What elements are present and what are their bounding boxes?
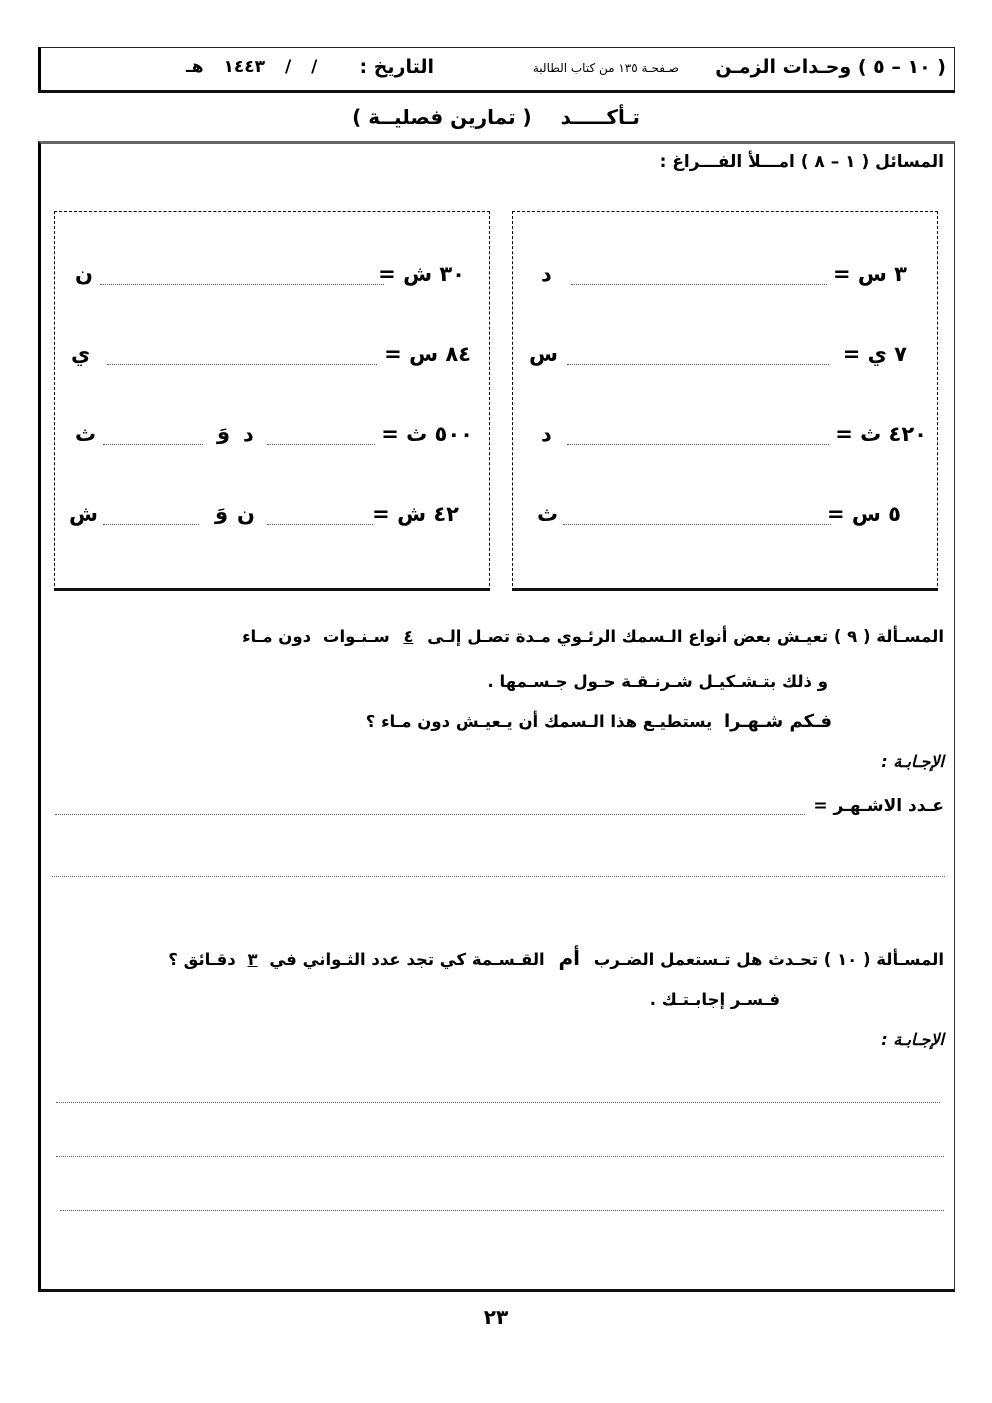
q10-answer-line-2[interactable] xyxy=(56,1156,944,1157)
equation-lhs: ٥٠٠ ث = xyxy=(381,422,473,446)
q9-text: دون مـاء xyxy=(242,627,312,646)
unit-label: د xyxy=(243,422,254,446)
q9-answer-line[interactable] xyxy=(52,876,945,877)
equation-row xyxy=(513,342,937,378)
answer-blank[interactable] xyxy=(563,524,831,525)
q10-or-word: أم xyxy=(558,946,580,970)
unit-label: ث xyxy=(537,502,559,526)
answer-blank[interactable] xyxy=(103,524,199,525)
lesson-title: ( ١٠ – ٥ ) وحـدات الزمـن xyxy=(715,56,946,78)
answer-blank[interactable] xyxy=(267,444,375,445)
equation-row xyxy=(55,502,489,538)
equation-row xyxy=(513,422,937,458)
equation-row xyxy=(55,422,489,458)
unit-label: ش xyxy=(69,502,98,526)
answer-blank[interactable] xyxy=(571,284,827,285)
q10-text: دقـائق ؟ xyxy=(168,950,236,969)
q9-line-1 xyxy=(242,627,944,646)
unit-label: ث xyxy=(75,422,97,446)
and-joiner: وَ xyxy=(215,500,229,524)
q10-text: المسـألة ( ١٠ ) تحـدث هل تـستعمل الضـرب xyxy=(593,950,944,969)
equation-row xyxy=(55,262,489,298)
q9-text: يستطيـع هذا الـسمك أن يـعيـش دون مـاء ؟ xyxy=(365,712,713,731)
q9-years-number: ٤ xyxy=(403,627,414,646)
textbook-reference: صـفحـة ١٣٥ من كتاب الطالبة xyxy=(532,61,679,75)
answer-blank[interactable] xyxy=(567,364,829,365)
q10-line-2: فـسـر إجابـتـك . xyxy=(649,990,780,1009)
equation-row xyxy=(513,502,937,538)
equation-lhs: ٤٢٠ ث = xyxy=(835,422,927,446)
q9-line-3 xyxy=(366,711,832,732)
unit-label: ن xyxy=(237,502,255,526)
months-count-label: عـدد الاشـهـر = xyxy=(813,796,944,816)
subtitle-paren: ( تمارين فصليــة ) xyxy=(352,105,532,129)
q9-years-word: سـنـوات xyxy=(322,627,390,646)
fill-box-right xyxy=(512,211,938,591)
equation-lhs: ٧ ي = xyxy=(842,342,907,366)
unit-label: ن xyxy=(75,262,93,286)
q10-answer-line-1[interactable] xyxy=(56,1102,940,1103)
q10-line-1 xyxy=(168,946,944,970)
equation-lhs: ٥ س = xyxy=(826,502,901,526)
date-label: التاريخ : xyxy=(359,56,434,78)
q10-answer-line-3[interactable] xyxy=(60,1210,944,1211)
equation-lhs: ٣ س = xyxy=(832,262,907,286)
answer-blank[interactable] xyxy=(100,284,384,285)
answer-blank[interactable] xyxy=(267,524,373,525)
equation-row xyxy=(55,342,489,378)
fill-box-left xyxy=(54,211,490,591)
equation-row xyxy=(513,262,937,298)
answer-blank[interactable] xyxy=(567,444,829,445)
header-box xyxy=(38,47,955,93)
q9-line-2: و ذلك بتـشـكيـل شـرنـقـة حـول جـسـمها . xyxy=(487,672,828,691)
unit-label: د xyxy=(541,422,552,446)
and-joiner: وَ xyxy=(217,420,231,444)
date-field[interactable]: / / ١٤٤٣ هـ xyxy=(186,57,318,77)
months-answer-line[interactable] xyxy=(55,814,805,815)
unit-label: د xyxy=(541,262,552,286)
page-number: ٢٣ xyxy=(483,1305,509,1329)
q9-text: المسـألة ( ٩ ) تعيـش بعض أنواع الـسمك الرئـوي مـدة تصـل إلـى xyxy=(427,627,944,646)
q10-text: القـسـمة كي تجد عدد الثـواني في xyxy=(269,950,545,969)
q9-months-word: فـكم شـهـرا xyxy=(723,711,832,732)
q10-answer-label: الإجـابـة : xyxy=(881,1030,944,1049)
q9-answer-label: الإجـابـة : xyxy=(881,752,944,771)
unit-label: س xyxy=(529,342,558,366)
unit-label: ي xyxy=(71,342,91,366)
equation-lhs: ٣٠ ش = xyxy=(378,262,465,286)
section-subtitle xyxy=(0,105,992,129)
equation-lhs: ٨٤ س = xyxy=(384,342,471,366)
subtitle-main: تـأكـــــد xyxy=(560,105,640,129)
answer-blank[interactable] xyxy=(103,444,203,445)
q1-8-title: المسائل ( ١ – ٨ ) امـــلأ الفـــراغ : xyxy=(659,152,944,172)
equation-lhs: ٤٢ ش = xyxy=(372,502,459,526)
q10-minutes-number: ٣ xyxy=(247,950,258,969)
answer-blank[interactable] xyxy=(107,364,377,365)
